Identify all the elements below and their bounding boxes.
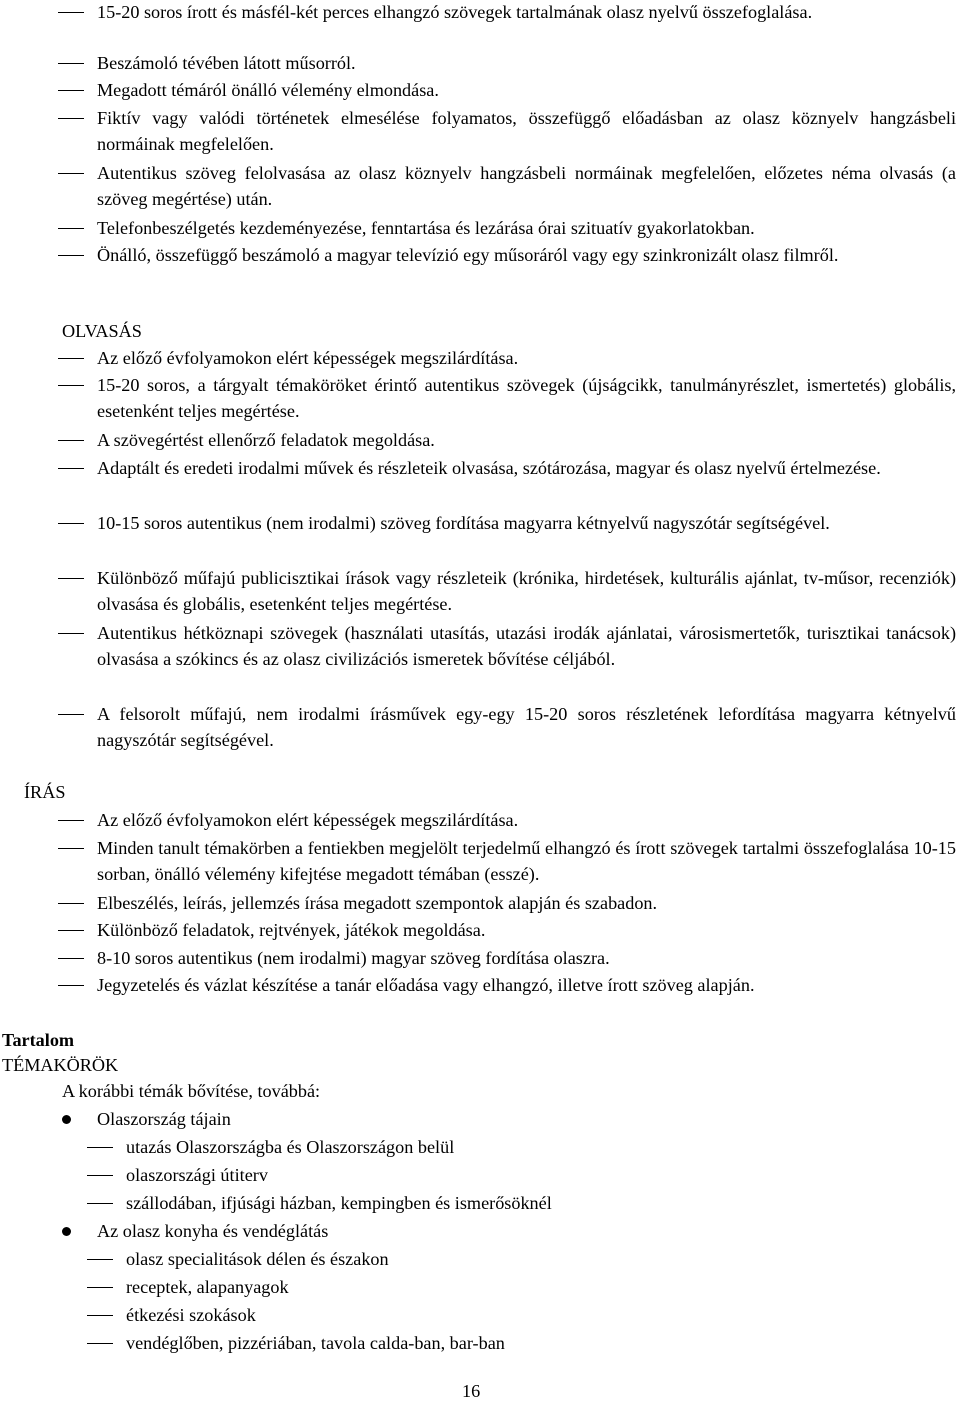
list-item: A felsorolt műfajú, nem irodalmi írásművek egy-egy 15-20 soros részletének lefordítása magyarra kétnyelvű nagyszótár segítségével.: [97, 702, 956, 753]
page-number: 16: [462, 1381, 481, 1401]
writing-heading: ÍRÁS: [24, 782, 66, 802]
sub-item: szállodában, ifjúsági házban, kempingben és ismerősöknél: [126, 1193, 552, 1213]
list-item: 15-20 soros, a tárgyalt témaköröket érintő autentikus szövegek (újságcikk, tanulmányrészlet, ismertetés) globális, esetenként teljes megértése.: [97, 373, 956, 424]
list-item: Autentikus hétköznapi szövegek (használati utasítás, utazási irodák ajánlatai, városismertetők, turisztikai tanácsok) olvasása a szókincs és az olasz civilizációs ismeretek bővítése céljából.: [97, 621, 956, 672]
list-item: Telefonbeszélgetés kezdeményezése, fenntartása és lezárása órai szituatív gyakorlatokban.: [97, 216, 956, 242]
content-title: Tartalom: [2, 1030, 75, 1050]
list-item: Az előző évfolyamokon elért képességek megszilárdítása.: [97, 346, 956, 372]
list-item: 8-10 soros autentikus (nem irodalmi) magyar szöveg fordítása olaszra.: [97, 946, 956, 972]
sub-item: utazás Olaszországba és Olaszországon belül: [126, 1137, 455, 1157]
topic-label: Olaszország tájain: [97, 1109, 231, 1129]
list-item: Különböző műfajú publicisztikai írások vagy részleteik (krónika, hirdetések, kulturális ajánlat, tv-műsor, recenziók) olvasása és globális, esetenként teljes megértése.: [97, 566, 956, 617]
list-item: Adaptált és eredeti irodalmi művek és részleteik olvasása, szótározása, magyar és olasz nyelvű értelmezése.: [97, 456, 956, 482]
list-item: Fiktív vagy valódi történetek elmesélése folyamatos, összefüggő előadásban az olasz köznyelv hangzásbeli normáinak megfelelően.: [97, 106, 956, 157]
sub-item: receptek, alapanyagok: [126, 1277, 289, 1297]
list-item: Autentikus szöveg felolvasása az olasz köznyelv hangzásbeli normáinak megfelelően, előzetes néma olvasás (a szöveg megértése) után.: [97, 161, 956, 212]
topics-intro: A korábbi témák bővítése, továbbá:: [62, 1081, 321, 1101]
sub-item: olasz specialitások délen és északon: [126, 1249, 389, 1269]
list-item: Megadott témáról önálló vélemény elmondása.: [97, 78, 956, 104]
reading-heading: OLVASÁS: [62, 321, 142, 341]
sub-item: olaszországi útiterv: [126, 1165, 268, 1185]
list-item: Önálló, összefüggő beszámoló a magyar televízió egy műsoráról vagy egy szinkronizált olasz filmről.: [97, 243, 956, 269]
sub-item: étkezési szokások: [126, 1305, 256, 1325]
bullet-icon: [62, 1115, 71, 1124]
topics-heading: TÉMAKÖRÖK: [2, 1055, 119, 1075]
list-item: Elbeszélés, leírás, jellemzés írása megadott szempontok alapján és szabadon.: [97, 891, 956, 917]
list-item: 10-15 soros autentikus (nem irodalmi) szöveg fordítása magyarra kétnyelvű nagyszótár segítségével.: [97, 511, 956, 537]
list-item: Beszámoló tévében látott műsorról.: [97, 51, 956, 77]
bullet-icon: [62, 1227, 71, 1236]
sub-item: vendéglőben, pizzériában, tavola calda-ban, bar-ban: [126, 1333, 505, 1353]
list-item: A szövegértést ellenőrző feladatok megoldása.: [97, 428, 956, 454]
list-item: 15-20 soros írott és másfél-két perces elhangzó szövegek tartalmának olasz nyelvű összefoglalása.: [97, 0, 956, 26]
list-item: Az előző évfolyamokon elért képességek megszilárdítása.: [97, 808, 956, 834]
list-item: Különböző feladatok, rejtvények, játékok megoldása.: [97, 918, 956, 944]
list-item: Minden tanult témakörben a fentiekben megjelölt terjedelmű elhangzó és írott szövegek tartalmi összefoglalása 10-15 sorban, önálló vélemény kifejtése megadott témában (esszé).: [97, 836, 956, 887]
list-item: Jegyzetelés és vázlat készítése a tanár előadása vagy elhangzó, illetve írott szöveg alapján.: [97, 973, 956, 999]
topic-label: Az olasz konyha és vendéglátás: [97, 1221, 329, 1241]
